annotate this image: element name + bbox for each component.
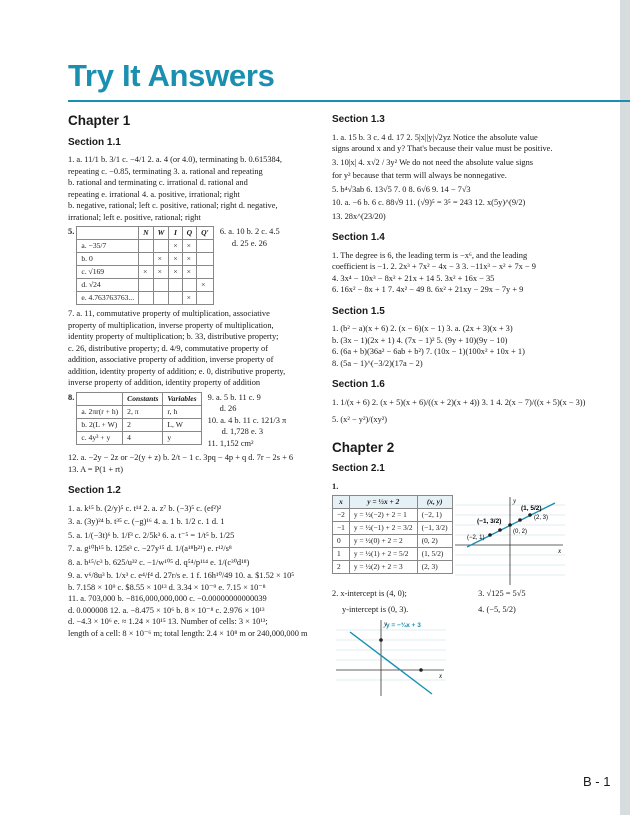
answer-line: 11. 1,152 cm² [207, 438, 254, 448]
table-row [77, 431, 201, 444]
answer-line: c. 26, distributive property; d. 4/9, commutative property of [68, 343, 269, 353]
point-label: (−2, 1) [466, 535, 485, 541]
answer-line: addition, identity property of addition; e. 0, distributive property, [68, 366, 286, 376]
table-cell: (0, 2) [417, 535, 452, 548]
answer-line: 8. (5a − 1)^(−3/2)(17a − 2) [332, 358, 423, 368]
table-cell: y = ½(−2) + 2 = 1 [349, 509, 417, 522]
axis-label: y [512, 497, 516, 505]
answer-line: property of multiplication, inverse property of multiplication, [68, 320, 274, 330]
q8-block [68, 392, 320, 450]
q5-label: 5. [68, 227, 75, 236]
table-cell: a. 2πr(r + h) [77, 405, 123, 418]
q3-q4-answers [478, 588, 525, 615]
table-cell: y [163, 431, 201, 444]
table-header: y = ½x + 2 [349, 496, 417, 509]
table-cell: 0 [333, 535, 350, 548]
table-cell [139, 279, 153, 292]
section-heading: Section 2.1 [332, 463, 385, 474]
answer-line: 1. (b² − a)(x + 6) 2. (x − 6)(x − 1) 3. a. (2x + 3)(x + 3) [332, 324, 513, 333]
table-header [77, 227, 139, 240]
answer-line: 1. a. 15 b. 3 c. 4 d. 17 2. 5|x||y|√2yz Notice the absolute value [332, 132, 538, 142]
table-row [77, 405, 201, 418]
table-cell [139, 240, 153, 253]
q8-label: 8. [68, 392, 75, 402]
answer-line: d. −4.3 × 10⁶ e. ≈ 1.24 × 10¹⁵ 13. Number of cells: 3 × 10¹³; [68, 617, 268, 626]
q9-11-answers [208, 392, 287, 450]
axis-label: y [384, 620, 388, 628]
table-cell [153, 279, 169, 292]
table-header: (x, y) [417, 496, 452, 509]
answer-line: addition, associative property of addition, inverse property of [68, 355, 274, 364]
answer-line: repeating e. irrational 4. a. positive, irrational; right [68, 189, 240, 199]
answer-line: 1. a. 11/1 b. 3/1 c. −4/1 2. a. 4 (or 4.0), terminating b. 0.615384, [68, 155, 282, 164]
axis-label: x [439, 672, 443, 680]
table-cell: (2, 3) [417, 561, 452, 574]
point [528, 513, 532, 517]
q2-answer [332, 588, 450, 615]
table-header: Variables [163, 392, 201, 405]
table-cell: × [153, 253, 169, 266]
table-cell [169, 292, 182, 305]
table-cell: 2 [123, 418, 163, 431]
table-header: W [153, 227, 169, 240]
page-number: B - 1 [583, 774, 611, 789]
table-header: Constants [123, 392, 163, 405]
answer-line: 7. a. g¹⁰h¹⁵ b. 125t³ c. −27y¹⁵ d. 1/(a¹⁸b²¹) e. r¹²/s⁸ [68, 544, 232, 553]
table-cell: × [182, 292, 196, 305]
point-label: (1, 5/2) [520, 505, 542, 512]
table-cell [197, 253, 214, 266]
table-header-row [77, 392, 201, 405]
answer-line: b. (3x − 1)(2x + 1) 4. (7x − 1)² 5. (9y + 10)(9y − 10) [332, 335, 508, 345]
table-cell: × [169, 266, 182, 279]
graph-intercepts-plot [336, 618, 446, 696]
answer-line: 4. (−5, 5/2) [478, 604, 516, 614]
table-row [333, 522, 453, 535]
answer-line: 2. x-intercept is (4, 0); [332, 589, 407, 598]
section-heading: Section 1.4 [332, 232, 385, 243]
answer-line: 5. b⁴√3ab 6. 13√5 7. 0 8. 6√6 9. 14 − 7√3 [332, 184, 471, 194]
table-cell: a. −35/7 [77, 240, 139, 253]
point-label: (2, 3) [533, 515, 548, 521]
answer-line: 3. a. (3y)²⁴ b. t³⁵ c. (−g)¹⁶ 4. a. 1 b. 1/2 c. 1 d. 1 [68, 517, 225, 526]
section-heading: Section 1.5 [332, 305, 385, 317]
answer-line: d. 25 e. 26 [231, 238, 267, 248]
page-edge-strip [620, 0, 630, 815]
answer-line: 1. a. k¹⁵ b. (2/y)⁵ c. t¹⁴ 2. a. z⁷ b. (−3)⁵ c. (ef²)² [68, 503, 222, 513]
answer-line: d. 0.000008 12. a. −8.475 × 10⁶ b. 8 × 10⁻⁸ c. 2.976 × 10¹³ [68, 605, 265, 615]
table-cell: b. 0 [77, 253, 139, 266]
values-table [332, 495, 453, 574]
table-row [333, 509, 453, 522]
answer-line: 3. 10|x| 4. x√2 / 3y² We do not need the absolute value signs [332, 157, 534, 167]
table-cell: 1 [333, 548, 350, 561]
section-heading: Section 1.3 [332, 114, 385, 125]
q6-answers [220, 226, 280, 249]
table-cell: × [153, 266, 169, 279]
answer-line: 5. (x² − y²)/(xy²) [332, 415, 388, 424]
table-cell [182, 279, 196, 292]
table-row [333, 535, 453, 548]
table-cell [139, 292, 153, 305]
answer-line: irrational; left e. positive, rational; right [68, 212, 201, 222]
table-cell [169, 279, 182, 292]
table-cell: L, W [163, 418, 201, 431]
answer-line: 9. a. v⁶/8u³ b. 1/x³ c. e⁴/f⁴ d. 27r/s e. 1 f. 16h¹⁰/49 10. a. $1.52 × 10⁵ [68, 571, 295, 580]
answer-line: for y² because that term will always be nonnegative. [332, 171, 507, 180]
table-cell: c. 4y³ + y [77, 431, 123, 444]
section-heading: Section 1.2 [68, 485, 121, 496]
answer-line: signs around x and y? That's because their value must be positive. [332, 144, 553, 153]
table-cell: d. √24 [77, 279, 139, 292]
table-cell: b. 2(L + W) [77, 418, 123, 431]
table-cell [139, 253, 153, 266]
axis-label: x [557, 547, 561, 555]
table-header: Q [182, 227, 196, 240]
q5-block [68, 226, 320, 305]
table-cell [197, 266, 214, 279]
chapter-heading: Chapter 2 [332, 439, 395, 455]
table-cell: y = ½(−1) + 2 = 3/2 [349, 522, 417, 535]
number-set-table [76, 226, 213, 305]
table-row [77, 266, 213, 279]
table-header: Q′ [197, 227, 214, 240]
page-title: Try It Answers [68, 58, 275, 93]
answer-line: b. negative, rational; left c. positive, rational; right d. negative, [68, 201, 278, 210]
table-cell [197, 240, 214, 253]
point-label: (0, 2) [512, 529, 527, 535]
chapter-heading: Chapter 1 [68, 113, 131, 128]
table-cell [153, 292, 169, 305]
answer-line: y-intercept is (0, 3). [342, 604, 409, 614]
answer-line: 6. (6a + b)(36a² − 6ab + b²) 7. (10x − 1)(100x² + 10x + 1) [332, 347, 525, 356]
answer-line: length of a cell: 8 × 10⁻⁶ m; total length: 2.4 × 10⁸ m or 240,000,000 m [68, 628, 308, 638]
table-cell: c. √169 [77, 266, 139, 279]
table-cell: 2, π [123, 405, 163, 418]
table-header: N [139, 227, 153, 240]
answer-line: repeating c. −0.85, terminating 3. a. rational and repeating [68, 166, 263, 176]
answer-line: 13. A = P(1 + rt) [68, 464, 124, 474]
answer-line: 9. a. 5 b. 11 c. 9 [207, 392, 261, 402]
point [508, 523, 512, 527]
line-equation-label: y = −¾x + 3 [386, 622, 421, 629]
section-heading: Section 1.6 [332, 379, 385, 390]
answer-line: b. 7.158 × 10⁹ c. $8.55 × 10¹³ d. 3.34 × 10⁻⁹ e. 7.15 × 10⁻⁸ [68, 582, 266, 592]
constants-variables-table [76, 392, 201, 445]
table-cell: −2 [333, 509, 350, 522]
table-cell: (1, 5/2) [417, 548, 452, 561]
answer-line: 4. 3x⁴ − 10x³ − 8x² + 21x + 14 5. 3x² + 16x − 35 [332, 273, 495, 283]
q1-label: 1. [332, 481, 339, 491]
table-cell: × [197, 279, 214, 292]
table-cell: × [169, 253, 182, 266]
answer-line: 11. a. 703,000 b. −816,000,000,000 c. −0.00000000000039 [68, 594, 267, 603]
answer-line: 6. a. 10 b. 2 c. 4.5 [219, 227, 280, 236]
point [488, 533, 492, 537]
table-cell: y = ½(1) + 2 = 5/2 [349, 548, 417, 561]
answer-line: identity property of multiplication; b. 33, distributive property; [68, 332, 279, 341]
table-cell [153, 240, 169, 253]
answer-line: 8. a. b¹⁵/c³ b. 625/u³² c. −1/w¹⁰⁵ d. q⁵⁴/p¹¹⁴ e. 1/(c³⁰d¹⁸) [68, 557, 250, 567]
y-intercept-point [379, 638, 383, 642]
table-cell: y = ½(2) + 2 = 3 [349, 561, 417, 574]
table-cell: e. 4.763763763... [77, 292, 139, 305]
table-cell: y = ½(0) + 2 = 2 [349, 535, 417, 548]
table-header-row [77, 227, 213, 240]
table-cell: × [139, 266, 153, 279]
answer-line: 13. 28x^(23/20) [332, 211, 386, 221]
table-cell: × [169, 240, 182, 253]
answer-line: 5. a. 1/(−3t)⁶ b. 1/f³ c. 2/5k³ 6. a. t⁻⁵ = 1/t⁵ b. 1/25 [68, 530, 235, 540]
answer-line: 7. a. 11, commutative property of multiplication, associative [68, 309, 270, 318]
answer-line: 1. The degree is 6, the leading term is −x⁶, and the leading [332, 250, 528, 260]
x-intercept-point [419, 668, 423, 672]
table-row [77, 292, 213, 305]
table-row [333, 561, 453, 574]
table-row [333, 548, 453, 561]
answer-line: inverse property of addition, identity property of addition [68, 378, 261, 387]
table-row [77, 279, 213, 292]
answer-line: b. rational and terminating c. irrational d. rational and [68, 178, 248, 187]
table-cell: −1 [333, 522, 350, 535]
title-rule [68, 100, 630, 102]
q2-4-block [332, 588, 600, 615]
section-heading: Section 1.1 [68, 136, 121, 148]
table-header: x [333, 496, 350, 509]
table-row [77, 253, 213, 266]
answer-line: coefficient is −1. 2. 2x³ + 7x² − 4x − 3 3. −11x³ − x² + 7x − 9 [332, 262, 536, 271]
table-cell: × [182, 240, 196, 253]
point-label: (−1, 3/2) [476, 518, 502, 525]
table-cell: r, h [163, 405, 201, 418]
graph-line-plot [455, 495, 565, 585]
table-cell: (−1, 3/2) [417, 522, 452, 535]
point [498, 528, 502, 532]
answer-line: 3. √125 = 5√5 [478, 589, 526, 598]
left-column [68, 112, 320, 639]
answer-line: 10. a. −6 b. 6 c. 88√9 11. (√9)⁵ = 3⁵ = 243 12. x(5y)^(9/2) [332, 198, 526, 207]
answer-line: 6. 16x² − 8x + 1 7. 4x² − 49 8. 6x² + 21xy − 29x − 7y + 9 [332, 285, 524, 294]
answer-line: 12. a. −2y − 2z or −2(y + z) b. 2/t − 1 c. 3pq − 4p + q d. 7r − 2s + 6 [68, 453, 294, 462]
table-row [77, 418, 201, 431]
table-header [77, 392, 123, 405]
q1-block [332, 495, 600, 585]
table-row [77, 240, 213, 253]
point [518, 518, 522, 522]
table-header: I [169, 227, 182, 240]
answer-line: 1. 1/(x + 6) 2. (x + 5)(x + 6)/((x + 2)(x + 4)) 3. 1 4. 2(x − 7)/((x + 5)(x − 3)) [332, 397, 586, 407]
table-cell: 4 [123, 431, 163, 444]
answer-line: 10. a. 4 b. 11 c. 121/3 π [207, 415, 287, 425]
table-cell: 2 [333, 561, 350, 574]
table-cell: × [182, 266, 196, 279]
table-cell: × [182, 253, 196, 266]
answer-line: d. 1,728 e. 3 [221, 427, 264, 436]
plotted-line [350, 632, 432, 694]
answer-line: d. 26 [219, 404, 237, 413]
table-cell: (−2, 1) [417, 509, 452, 522]
table-header-row [333, 496, 453, 509]
right-column [332, 112, 600, 700]
table-cell [197, 292, 214, 305]
